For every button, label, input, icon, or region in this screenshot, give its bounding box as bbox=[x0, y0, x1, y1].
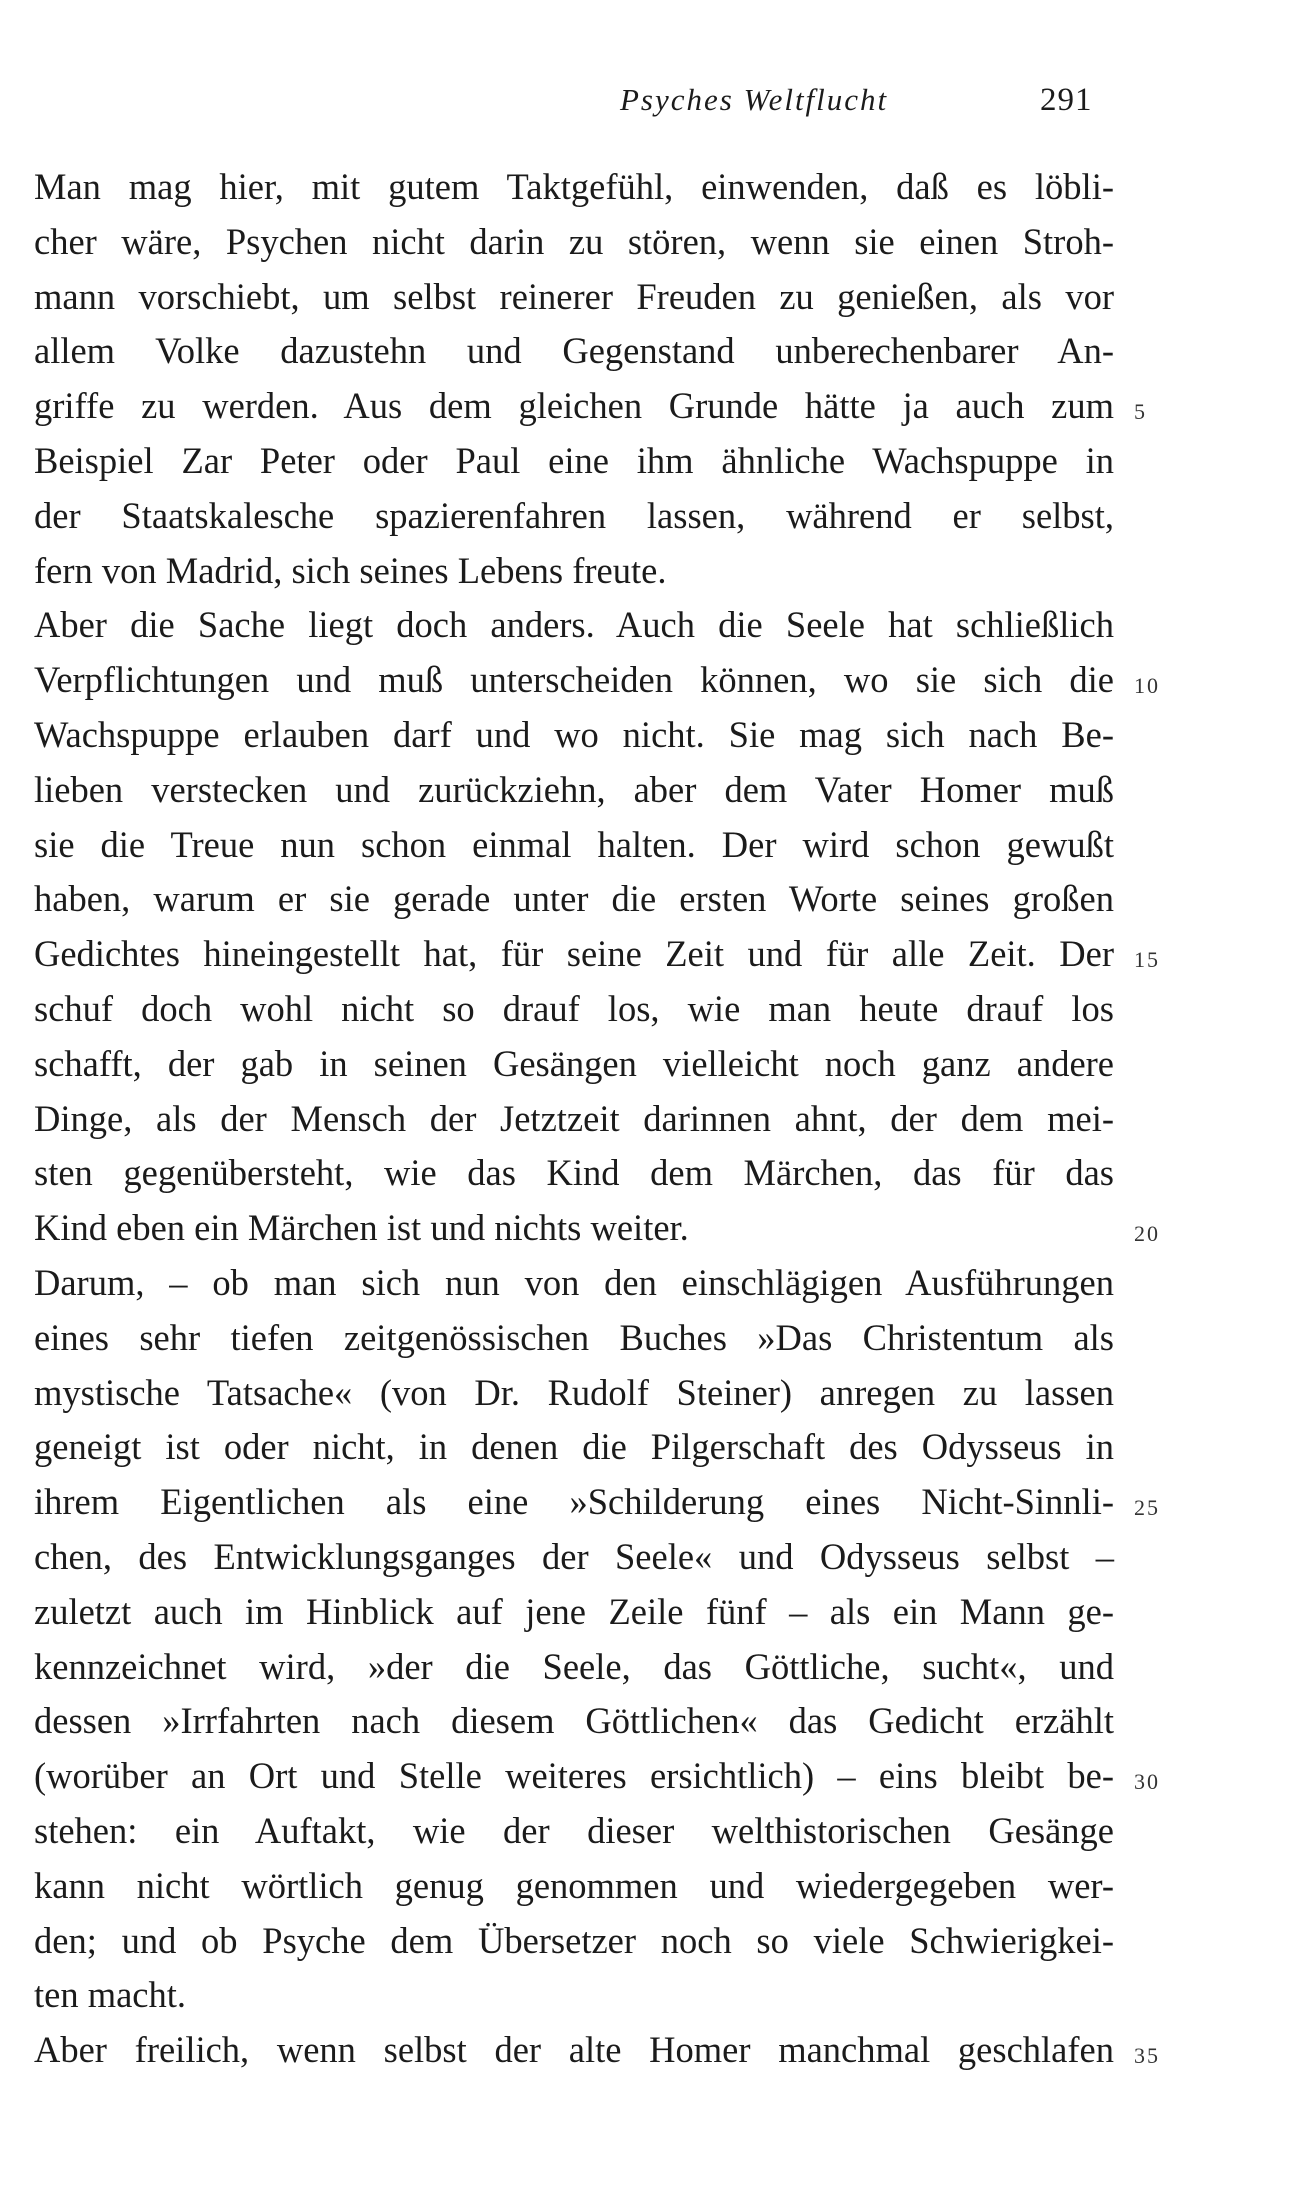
text-line-content: Darum, – ob man sich nun von den einschlägigen Ausführungen bbox=[34, 1261, 1114, 1303]
running-header-title: Psyches Weltflucht bbox=[620, 82, 889, 117]
line-number: 25 bbox=[1134, 1495, 1160, 1521]
text-line bbox=[34, 708, 1114, 763]
text-line-content: cher wäre, Psychen nicht darin zu stören, wenn sie einen Stroh- bbox=[34, 220, 1114, 262]
text-line bbox=[34, 1366, 1114, 1421]
text-line-content: schafft, der gab in seinen Gesängen vielleicht noch ganz andere bbox=[34, 1042, 1114, 1084]
text-line bbox=[34, 1530, 1114, 1585]
text-line bbox=[34, 1037, 1114, 1092]
text-line-content: Verpflichtungen und muß unterscheiden können, wo sie sich die bbox=[34, 659, 1114, 701]
text-line bbox=[34, 379, 1147, 434]
text-line-content: mann vorschiebt, um selbst reinerer Freuden zu genießen, als vor bbox=[34, 275, 1114, 317]
line-number: 10 bbox=[1134, 673, 1160, 699]
text-line bbox=[34, 1585, 1114, 1640]
text-line-content: sie die Treue nun schon einmal halten. Der wird schon gewußt bbox=[34, 823, 1114, 865]
text-line-content: Beispiel Zar Peter oder Paul eine ihm ähnliche Wachspuppe in bbox=[34, 439, 1114, 481]
text-line-content: allem Volke dazustehn und Gegenstand unberechenbarer An- bbox=[34, 330, 1114, 372]
text-line-content: Aber die Sache liegt doch anders. Auch die Seele hat schließlich bbox=[34, 604, 1114, 646]
text-line bbox=[34, 1640, 1114, 1695]
text-line-content: zuletzt auch im Hinblick auf jene Zeile fünf – als ein Mann ge- bbox=[34, 1590, 1114, 1632]
text-line bbox=[34, 1859, 1114, 1914]
text-line bbox=[34, 1146, 1114, 1201]
text-line-content: mystische Tatsache« (von Dr. Rudolf Steiner) anregen zu lassen bbox=[34, 1371, 1114, 1413]
line-number: 15 bbox=[1134, 947, 1160, 973]
text-line bbox=[34, 1420, 1114, 1475]
line-number: 35 bbox=[1134, 2043, 1160, 2069]
text-line-content: kennzeichnet wird, »der die Seele, das Göttliche, sucht«, und bbox=[34, 1645, 1114, 1687]
text-line bbox=[34, 653, 1160, 708]
text-line-content: schuf doch wohl nicht so drauf los, wie man heute drauf los bbox=[34, 987, 1114, 1029]
text-line bbox=[34, 1256, 1114, 1311]
text-line-content: kann nicht wörtlich genug genommen und wiedergegeben wer- bbox=[34, 1864, 1114, 1906]
text-line-content: fern von Madrid, sich seines Lebens freute. bbox=[34, 549, 667, 591]
text-line bbox=[34, 763, 1114, 818]
text-line-content: chen, des Entwicklungsganges der Seele« und Odysseus selbst – bbox=[34, 1535, 1114, 1577]
text-line-content: Dinge, als der Mensch der Jetztzeit darinnen ahnt, der dem mei- bbox=[34, 1097, 1114, 1139]
body-text bbox=[34, 160, 1160, 2078]
text-line bbox=[34, 872, 1114, 927]
text-line-content: dessen »Irrfahrten nach diesem Göttlichen« das Gedicht erzählt bbox=[34, 1700, 1114, 1742]
page-number: 291 bbox=[1040, 82, 1093, 118]
text-line-content: Wachspuppe erlauben darf und wo nicht. Sie mag sich nach Be- bbox=[34, 713, 1114, 755]
text-line-content: Gedichtes hineingestellt hat, für seine Zeit und für alle Zeit. Der bbox=[34, 933, 1114, 975]
text-line-content: haben, warum er sie gerade unter die ersten Worte seines großen bbox=[34, 878, 1114, 920]
text-line bbox=[34, 1749, 1160, 1804]
text-line bbox=[34, 2023, 1160, 2078]
text-line bbox=[34, 927, 1160, 982]
text-line-content: eines sehr tiefen zeitgenössischen Buches »Das Christentum als bbox=[34, 1316, 1114, 1358]
text-line-content: Man mag hier, mit gutem Taktgefühl, einwenden, daß es löbli- bbox=[34, 166, 1114, 207]
text-line-content: lieben verstecken und zurückziehn, aber dem Vater Homer muß bbox=[34, 768, 1114, 810]
text-line bbox=[34, 598, 1114, 653]
text-line bbox=[34, 1201, 1160, 1256]
text-line bbox=[34, 818, 1114, 873]
text-line-content: sten gegenübersteht, wie das Kind dem Märchen, das für das bbox=[34, 1152, 1114, 1194]
text-line-content: Aber freilich, wenn selbst der alte Homer manchmal geschlafen bbox=[34, 2029, 1114, 2071]
line-number: 30 bbox=[1134, 1769, 1160, 1795]
line-number: 5 bbox=[1134, 399, 1147, 425]
text-line-content: ten macht. bbox=[34, 1974, 187, 2016]
text-line bbox=[34, 160, 1114, 215]
text-line bbox=[34, 434, 1114, 489]
text-line bbox=[34, 324, 1114, 379]
text-line-content: griffe zu werden. Aus dem gleichen Grunde hätte ja auch zum bbox=[34, 385, 1114, 427]
text-line-content: geneigt ist oder nicht, in denen die Pilgerschaft des Odysseus in bbox=[34, 1426, 1114, 1468]
text-line bbox=[34, 1092, 1114, 1147]
text-line bbox=[34, 1914, 1114, 1969]
text-line-content: den; und ob Psyche dem Übersetzer noch so viele Schwierigkei- bbox=[34, 1919, 1114, 1961]
text-line bbox=[34, 215, 1114, 270]
text-line-content: Kind eben ein Märchen ist und nichts weiter. bbox=[34, 1207, 689, 1249]
text-line bbox=[34, 982, 1114, 1037]
text-line bbox=[34, 1694, 1114, 1749]
text-line-content: stehen: ein Auftakt, wie der dieser welthistorischen Gesänge bbox=[34, 1809, 1114, 1851]
text-line bbox=[34, 270, 1114, 325]
text-line bbox=[34, 1311, 1114, 1366]
text-line bbox=[34, 489, 1114, 544]
text-line-content: (worüber an Ort und Stelle weiteres ersichtlich) – eins bleibt be- bbox=[34, 1755, 1114, 1797]
text-line bbox=[34, 1475, 1160, 1530]
text-line bbox=[34, 544, 1114, 599]
text-line-content: ihrem Eigentlichen als eine »Schilderung eines Nicht-Sinnli- bbox=[34, 1481, 1114, 1523]
text-line-content: der Staatskalesche spazierenfahren lassen, während er selbst, bbox=[34, 494, 1114, 536]
text-line bbox=[34, 1804, 1114, 1859]
text-line bbox=[34, 1968, 1114, 2023]
line-number: 20 bbox=[1134, 1221, 1160, 1247]
